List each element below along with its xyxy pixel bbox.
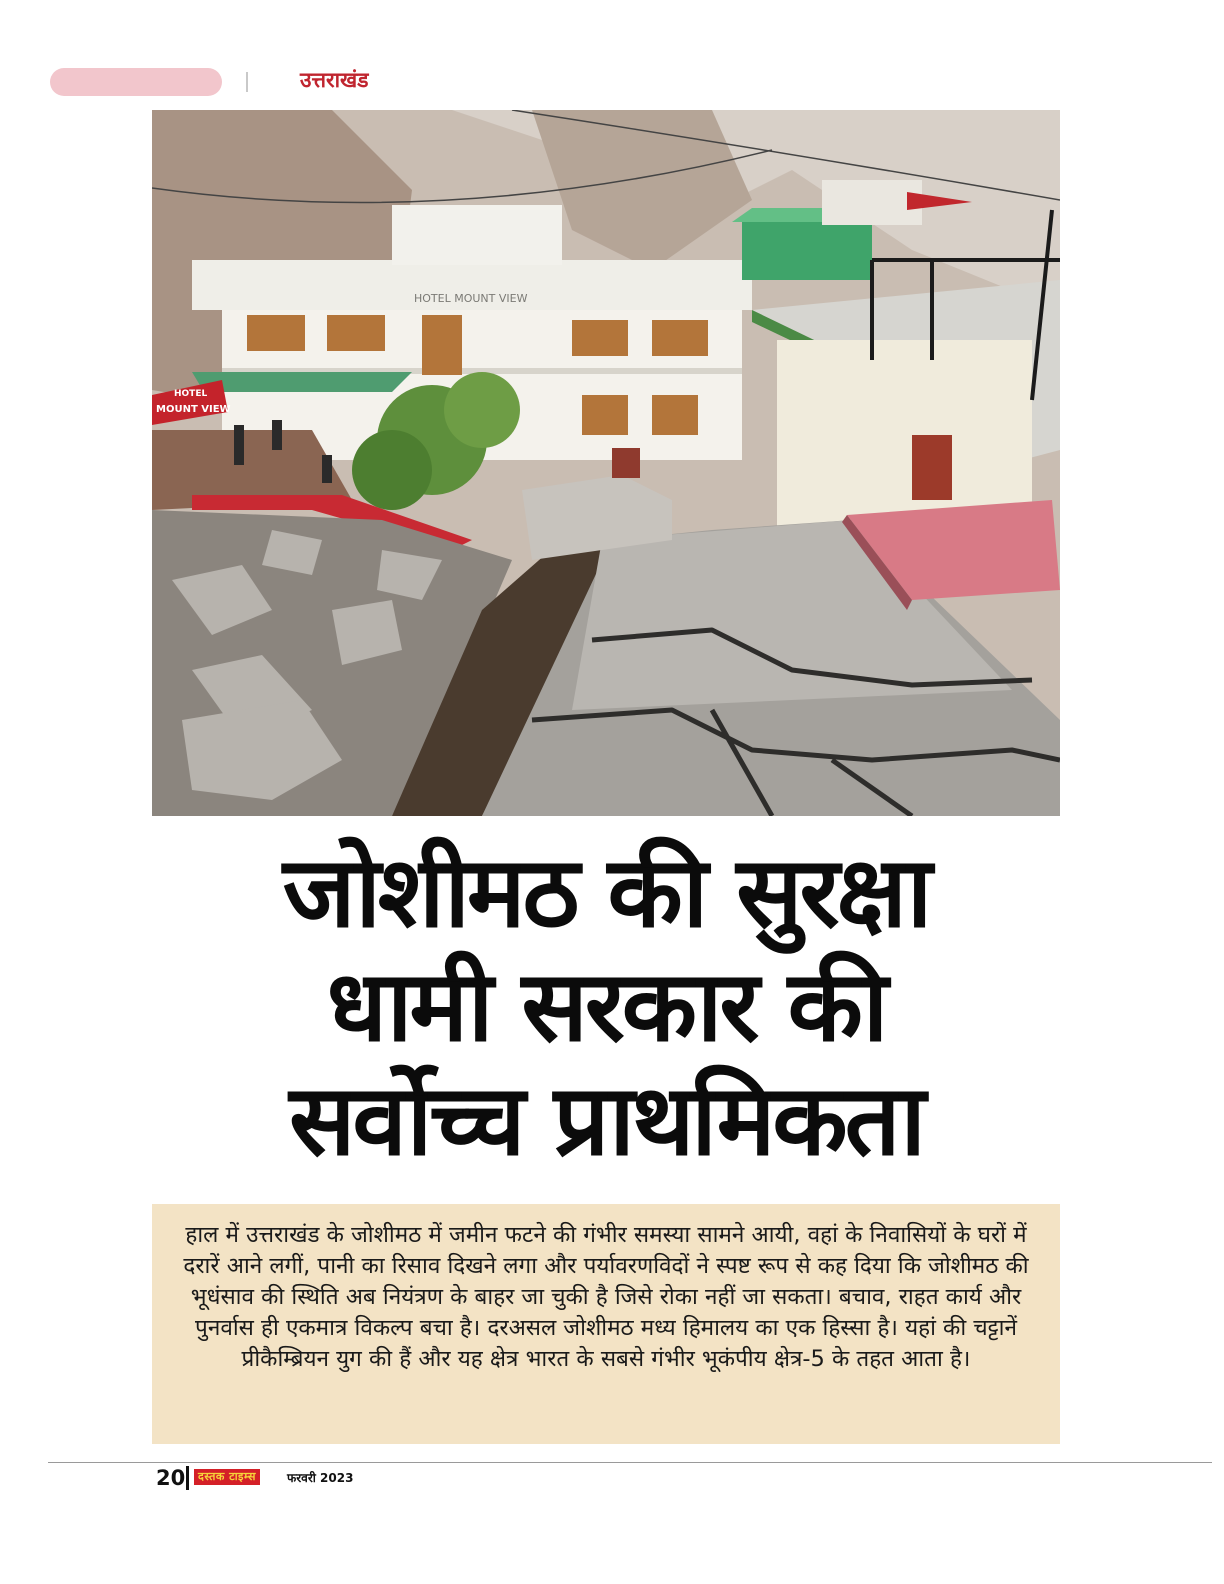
section-separator	[246, 72, 248, 92]
red-sign-line1: HOTEL	[174, 389, 208, 399]
lead-photo	[152, 110, 1060, 816]
issue-date: फरवरी 2023	[287, 1471, 354, 1485]
headline	[152, 836, 1060, 1178]
section-label: उत्तराखंड	[300, 68, 369, 92]
headline-line: धामी सरकार की	[326, 950, 886, 1064]
headline-line: सर्वोच्च प्राथमिकता	[289, 1064, 923, 1178]
headline-line: जोशीमठ की सुरक्षा	[282, 836, 930, 950]
magazine-logo: दस्तक टाइम्स	[194, 1469, 260, 1485]
red-sign-line2: MOUNT VIEW	[156, 404, 231, 415]
rooftop-sign-text: HOTEL MOUNT VIEW	[414, 292, 528, 305]
intro-text: हाल में उत्तराखंड के जोशीमठ में जमीन फटने की गंभीर समस्या सामने आयी, वहां के निवासियों के घरों में दरारें आने लगीं, पानी का रिसाव दिखने लगा और पर्यावरणविदों ने स्पष्ट रूप से कह दिया कि जोशीमठ की भूधंसाव की स्थिति अब नियंत्रण के बाहर जा चुकी है जिसे रोका नहीं जा सकता। बचाव, राहत कार्य और पुनर्वास ही एकमात्र विकल्प बचा है। दरअसल जोशीमठ मध्य हिमालय का एक हिस्सा है। यहां की चट्टानें प्रीकैम्ब्रियन युग की हैं और यह क्षेत्र भारत के सबसे गंभीर भूकंपीय क्षेत्र-5 के तहत आता है।	[183, 1222, 1029, 1372]
footer-divider	[186, 1466, 189, 1490]
page-number: 20	[156, 1466, 186, 1490]
footer-rule	[48, 1462, 1212, 1463]
intro-box	[152, 1204, 1060, 1444]
section-pill	[50, 68, 222, 96]
